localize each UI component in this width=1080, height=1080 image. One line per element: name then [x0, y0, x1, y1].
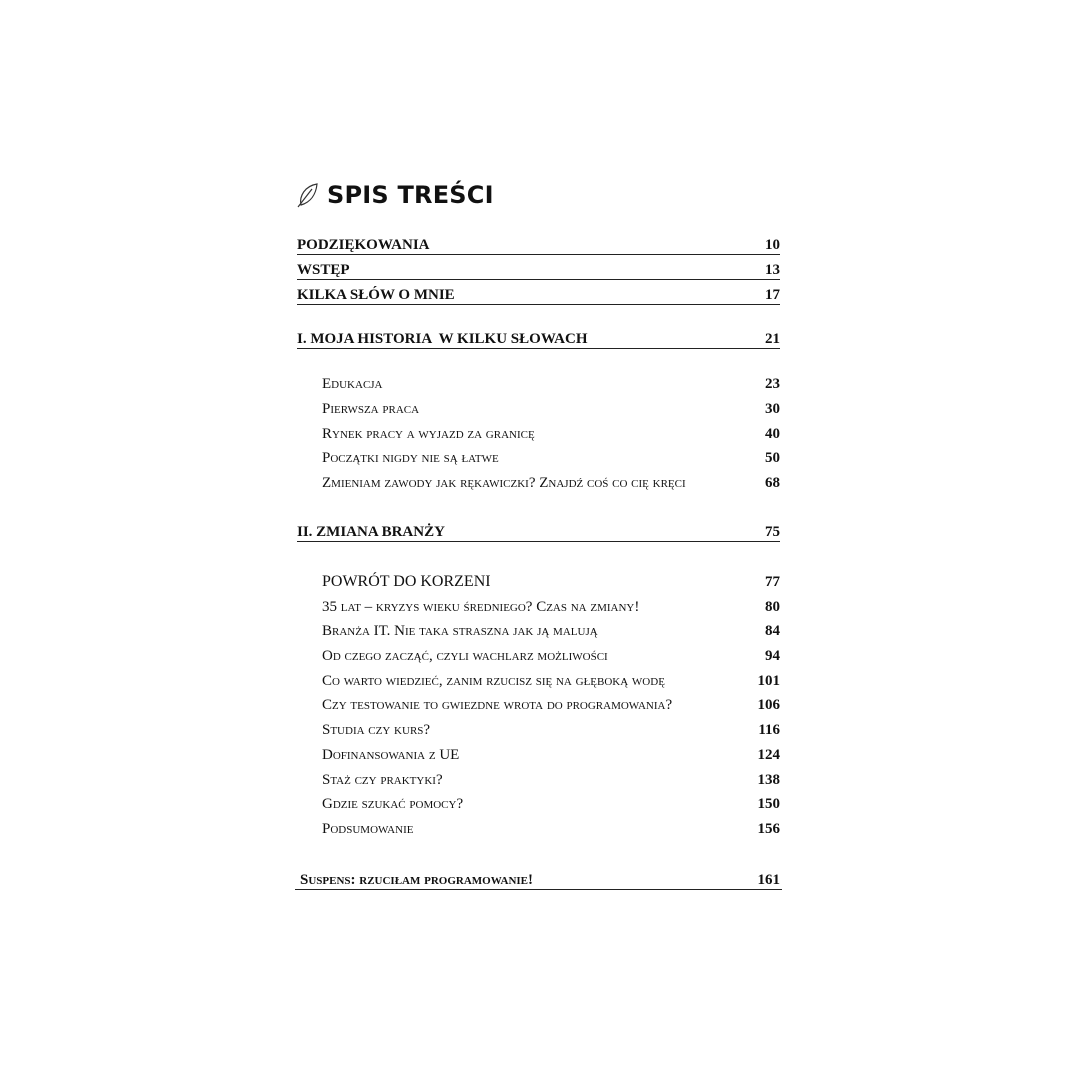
toc-subentry-page: 50 [765, 450, 780, 466]
toc-entry-label: PODZIĘKOWANIA [297, 237, 430, 253]
toc-subentry[interactable] [322, 618, 780, 640]
toc-subentry[interactable] [322, 767, 780, 789]
toc-heading [297, 178, 494, 212]
toc-subentry-page: 156 [757, 821, 780, 837]
toc-entry-suspens[interactable] [295, 868, 782, 890]
toc-part-label: I. MOJA HISTORIA W KILKU SŁOWACH [297, 331, 588, 347]
toc-entry-label: WSTĘP [297, 262, 350, 278]
toc-subentry[interactable] [322, 445, 780, 467]
toc-subentry[interactable] [322, 421, 780, 443]
toc-subentry[interactable] [322, 396, 780, 418]
toc-subentry-label: Co warto wiedzieć, zanim rzucisz się na głęboką wodę [322, 673, 665, 689]
toc-subentry[interactable] [322, 692, 780, 714]
toc-subentry-label: Dofinansowania z UE [322, 747, 460, 763]
toc-subentry-label: Pierwsza praca [322, 401, 420, 417]
toc-subentry-page: 116 [758, 722, 780, 738]
toc-subentry-page: 84 [765, 623, 780, 639]
toc-entry-label: Suspens: rzuciłam programowanie! [300, 872, 534, 888]
toc-subentry[interactable] [322, 791, 780, 813]
toc-subentry[interactable] [322, 643, 780, 665]
toc-subentry-page: 23 [765, 376, 780, 392]
toc-entry-page: 13 [765, 262, 780, 278]
toc-subentry[interactable] [322, 594, 780, 616]
toc-subentry-label: Od czego zacząć, czyli wachlarz możliwości [322, 648, 608, 664]
toc-subentry-label: Gdzie szukać pomocy? [322, 796, 464, 812]
toc-subentry-label: Rynek pracy a wyjazd za granicę [322, 426, 535, 442]
toc-subentry-page: 68 [765, 475, 780, 491]
toc-subentry[interactable] [322, 816, 780, 838]
toc-subentry-label: POWRÓT DO KORZENI [322, 573, 491, 590]
toc-subentry-label: Początki nigdy nie są łatwe [322, 450, 499, 466]
toc-subentry-label: Podsumowanie [322, 821, 414, 837]
toc-subentry-page: 80 [765, 599, 780, 615]
toc-part-page: 75 [765, 524, 780, 540]
toc-entry-kilka-slow[interactable] [297, 282, 780, 305]
toc-subentry-page: 101 [757, 673, 780, 689]
toc-entry-label: KILKA SŁÓW O MNIE [297, 287, 455, 303]
toc-entry-wstep[interactable] [297, 257, 780, 280]
toc-subentry[interactable] [322, 717, 780, 739]
toc-subentry-page: 150 [757, 796, 780, 812]
toc-subentry-label: Czy testowanie to gwiezdne wrota do programowania? [322, 697, 673, 713]
toc-part-1[interactable] [297, 326, 780, 349]
page-title: SPIS TREŚCI [327, 181, 494, 209]
toc-subentry-label: 35 lat – kryzys wieku średniego? Czas na zmiany! [322, 599, 640, 615]
toc-subentry-page: 94 [765, 648, 780, 664]
toc-subentry[interactable] [322, 470, 780, 492]
toc-subentry[interactable] [322, 742, 780, 764]
toc-subentry-label: Edukacja [322, 376, 383, 392]
toc-subentry[interactable] [322, 371, 780, 393]
toc-subentry-label: Zmieniam zawody jak rękawiczki? Znajdź coś co cię kręci [322, 475, 686, 491]
toc-subentry-page: 138 [757, 772, 780, 788]
toc-part-page: 21 [765, 331, 780, 347]
toc-subentry-page: 124 [757, 747, 780, 763]
toc-subentry-page: 77 [765, 574, 780, 590]
toc-subentry-page: 40 [765, 426, 780, 442]
toc-subentry-label: Studia czy kurs? [322, 722, 431, 738]
toc-entry-podziekowania[interactable] [297, 232, 780, 255]
toc-subentry[interactable] [322, 668, 780, 690]
toc-subentry-label: Staż czy praktyki? [322, 772, 443, 788]
leaf-icon [297, 182, 319, 208]
toc-subentry[interactable] [322, 569, 780, 591]
toc-subentry-page: 106 [757, 697, 780, 713]
toc-entry-page: 161 [757, 872, 780, 888]
toc-subentry-page: 30 [765, 401, 780, 417]
toc-part-label: II. ZMIANA BRANŻY [297, 524, 445, 540]
toc-subentry-label: Branża IT. Nie taka straszna jak ją malują [322, 623, 598, 639]
toc-entry-page: 10 [765, 237, 780, 253]
toc-entry-page: 17 [765, 287, 780, 303]
toc-part-2[interactable] [297, 519, 780, 542]
